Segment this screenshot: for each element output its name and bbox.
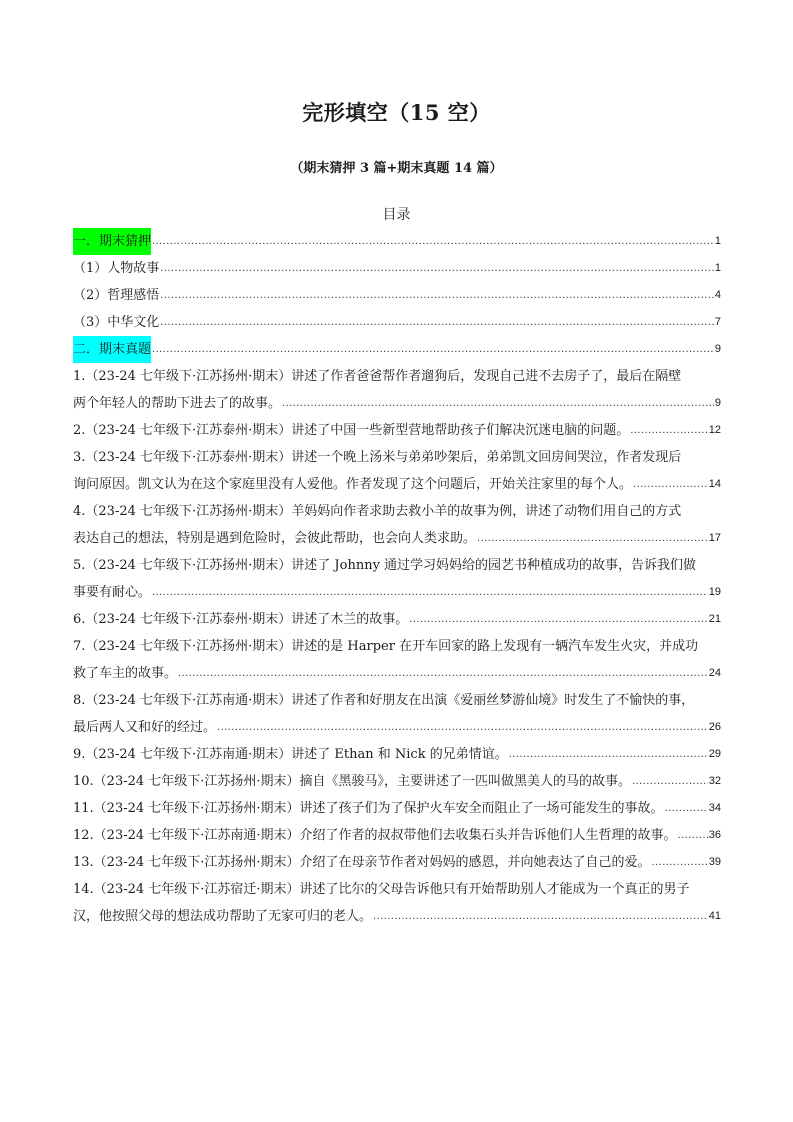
- toc-entry-text: 13.（23-24 七年级下·江苏扬州·期末）介绍了在母亲节作者对妈妈的感恩，并向她表达了自己的爱。: [73, 855, 651, 870]
- toc-page-number: 36: [708, 829, 721, 841]
- toc-entry-text: 救了车主的故事。: [73, 666, 178, 681]
- document-subtitle: （期末猜押 3 篇+期末真题 14 篇）: [290, 161, 503, 176]
- toc-page-number: 14: [708, 478, 721, 490]
- toc-entry[interactable]: [73, 822, 721, 849]
- toc-entry[interactable]: [73, 741, 721, 768]
- toc-heading: 目录: [382, 207, 411, 223]
- toc-section-1[interactable]: [73, 228, 721, 255]
- toc-entry-line2: [73, 714, 721, 741]
- toc-entry-line1: [73, 822, 721, 849]
- toc-entry-line2: [73, 471, 721, 498]
- document-title: 完形填空（15 空）: [302, 100, 491, 125]
- dot-leader: [652, 849, 708, 876]
- dot-leader: [633, 471, 708, 498]
- toc-page-number: 9: [714, 397, 721, 409]
- toc-entry-line1: [73, 795, 721, 822]
- toc-entry[interactable]: [73, 687, 721, 741]
- toc-entry-line1: 7.（23-24 七年级下·江苏扬州·期末）讲述的是 Harper 在开车回家的路上发现有一辆汽车发生火灾，并成功: [73, 639, 699, 654]
- toc-entry[interactable]: [73, 417, 721, 444]
- toc-entry-line1: [73, 768, 721, 795]
- toc-entry-line1: 4.（23-24 七年级下·江苏扬州·期末）羊妈妈向作者求助去救小羊的故事为例，讲述了动物们用自己的方式: [73, 504, 682, 519]
- dot-leader: [152, 579, 708, 606]
- toc-entry[interactable]: [73, 849, 721, 876]
- toc-entry-line1: 14.（23-24 七年级下·江苏宿迁·期末）讲述了比尔的父母告诉他只有开始帮助别人才能成为一个真正的男子: [73, 882, 690, 897]
- toc-page-number: 21: [708, 613, 721, 625]
- toc-entry-line2: [73, 579, 721, 606]
- toc-entry-text: 12.（23-24 七年级下·江苏南通·期末）介绍了作者的叔叔带他们去收集石头并告诉他们人生哲理的故事。: [73, 828, 677, 843]
- toc-subsection-2[interactable]: [73, 282, 721, 309]
- toc-entry-line1: [73, 606, 721, 633]
- toc-entry-line1: 1.（23-24 七年级下·江苏扬州·期末）讲述了作者爸爸帮作者遛狗后，发现自己进不去房子了，最后在隔壁: [73, 369, 682, 384]
- toc-page-number: 24: [708, 667, 721, 679]
- toc-entry[interactable]: [73, 498, 721, 552]
- table-of-contents: [73, 228, 721, 930]
- toc-entries: [73, 363, 721, 930]
- toc-entry-text: 最后两人又和好的经过。: [73, 720, 217, 735]
- toc-section-label: 一．期末猜押: [73, 228, 151, 255]
- toc-page-number: 41: [708, 910, 721, 922]
- dot-leader: [665, 795, 708, 822]
- toc-page-number: 9: [714, 343, 721, 355]
- toc-section-2[interactable]: [73, 336, 721, 363]
- toc-entry-text: 2.（23-24 七年级下·江苏泰州·期末）讲述了中国一些新型营地帮助孩子们解决沉迷电脑的问题。: [73, 423, 630, 438]
- toc-page-number: 19: [708, 586, 721, 598]
- dot-leader: [630, 417, 707, 444]
- dot-leader: [409, 606, 707, 633]
- toc-entry-line2: [73, 903, 721, 930]
- toc-page-number: 1: [714, 262, 721, 274]
- toc-page-number: 1: [714, 235, 721, 247]
- toc-entry-line2: [73, 660, 721, 687]
- toc-section-label: （1）人物故事: [73, 261, 160, 276]
- toc-section-label: 二．期末真题: [73, 336, 151, 363]
- dot-leader: [217, 714, 708, 741]
- toc-entry-text: 事要有耐心。: [73, 585, 152, 600]
- dot-leader: [160, 309, 714, 336]
- dot-leader: [152, 336, 714, 363]
- toc-entry-line1: 3.（23-24 七年级下·江苏泰州·期末）讲述一个晚上汤米与弟弟吵架后，弟弟凯文回房间哭泣，作者发现后: [73, 450, 682, 465]
- toc-subsection-1[interactable]: [73, 255, 721, 282]
- toc-entry-text: 两个年轻人的帮助下进去了的故事。: [73, 396, 282, 411]
- toc-entry-line1: 5.（23-24 七年级下·江苏扬州·期末）讲述了 Johnny 通过学习妈妈给的园艺书种植成功的故事，告诉我们做: [73, 558, 697, 573]
- dot-leader: [632, 768, 708, 795]
- toc-page-number: 39: [708, 856, 721, 868]
- dot-leader: [477, 525, 708, 552]
- toc-page-number: 17: [708, 532, 721, 544]
- toc-entry-text: 询问原因。凯文认为在这个家庭里没有人爱他。作者发现了这个问题后，开始关注家里的每个人。: [73, 477, 633, 492]
- toc-entry-line2: [73, 525, 721, 552]
- dot-leader: [160, 282, 714, 309]
- toc-page-number: 26: [708, 721, 721, 733]
- toc-entry-text: 10.（23-24 七年级下·江苏扬州·期末）摘自《黑骏马》，主要讲述了一匹叫做黑美人的马的故事。: [73, 774, 632, 789]
- toc-entry-text: 汉，他按照父母的想法成功帮助了无家可归的老人。: [73, 909, 373, 924]
- toc-entry[interactable]: [73, 552, 721, 606]
- toc-page-number: 4: [714, 289, 721, 301]
- dot-leader: [678, 822, 708, 849]
- toc-entry-text: 6.（23-24 七年级下·江苏泰州·期末）讲述了木兰的故事。: [73, 612, 409, 627]
- dot-leader: [160, 255, 714, 282]
- toc-section-label: （2）哲理感悟: [73, 288, 160, 303]
- toc-entry[interactable]: [73, 768, 721, 795]
- toc-entry-text: 9.（23-24 七年级下·江苏南通·期末）讲述了 Ethan 和 Nick 的兄弟情谊。: [73, 747, 508, 762]
- toc-page-number: 12: [708, 424, 721, 436]
- toc-entry-text: 11.（23-24 七年级下·江苏扬州·期末）讲述了孩子们为了保护火车安全而阻止了一场可能发生的事故。: [73, 801, 664, 816]
- toc-page-number: 29: [708, 748, 721, 760]
- dot-leader: [509, 741, 708, 768]
- dot-leader: [373, 903, 708, 930]
- toc-page-number: 32: [708, 775, 721, 787]
- toc-entry-line2: [73, 390, 721, 417]
- toc-section-label: （3）中华文化: [73, 315, 160, 330]
- dot-leader: [282, 390, 714, 417]
- toc-entry-line1: [73, 417, 721, 444]
- toc-entry-line1: [73, 849, 721, 876]
- toc-entry[interactable]: [73, 363, 721, 417]
- toc-entry-line1: [73, 741, 721, 768]
- dot-leader: [178, 660, 708, 687]
- toc-entry[interactable]: [73, 795, 721, 822]
- toc-entry[interactable]: [73, 876, 721, 930]
- toc-page-number: 7: [714, 316, 721, 328]
- toc-entry[interactable]: [73, 633, 721, 687]
- dot-leader: [152, 228, 714, 255]
- toc-entry[interactable]: [73, 606, 721, 633]
- toc-entry[interactable]: [73, 444, 721, 498]
- toc-entry-text: 表达自己的想法，特别是遇到危险时，会彼此帮助，也会向人类求助。: [73, 531, 477, 546]
- toc-entry-line1: 8.（23-24 七年级下·江苏南通·期末）讲述了作者和好朋友在出演《爱丽丝梦游仙境》时发生了不愉快的事，: [73, 693, 695, 708]
- toc-page-number: 34: [708, 802, 721, 814]
- toc-subsection-3[interactable]: [73, 309, 721, 336]
